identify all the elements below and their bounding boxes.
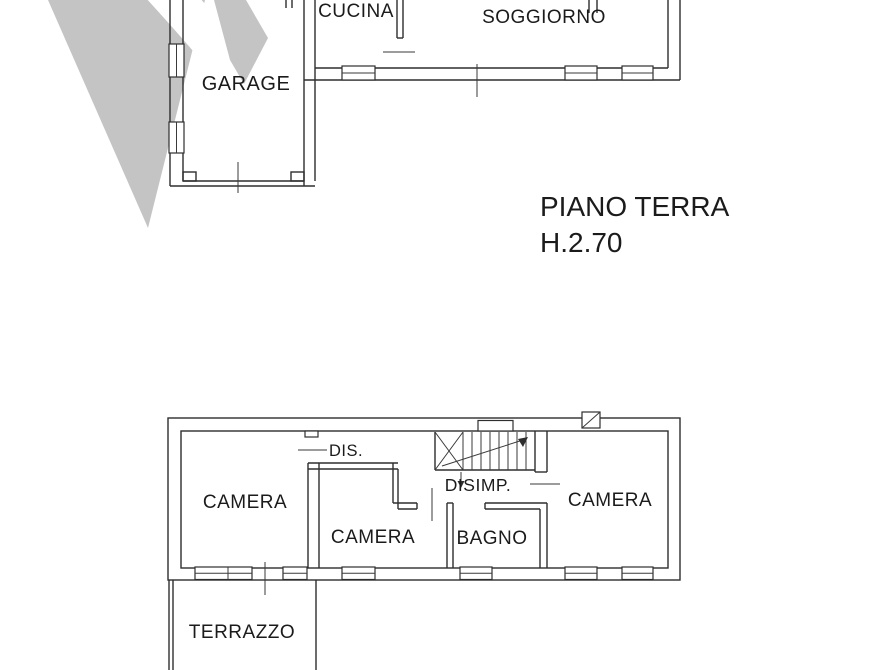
room-label-bagno: BAGNO [456, 528, 528, 549]
plan-ceiling-height: H.2.70 [540, 227, 623, 258]
room-label-cucina: CUCINA [318, 1, 394, 22]
room-label-camera-middle: CAMERA [330, 527, 416, 548]
first-floor-plan [168, 412, 680, 670]
room-label-terrazzo: TERRAZZO [188, 622, 296, 643]
room-label-dis: DIS. [328, 442, 364, 460]
room-label-soggiorno: SOGGIORNO [482, 7, 606, 28]
room-label-camera-right: CAMERA [567, 490, 653, 511]
plan-title: PIANO TERRA [540, 191, 730, 222]
first-floor-windows [195, 567, 653, 580]
plan-title-block [540, 191, 730, 258]
room-label-camera-left: CAMERA [202, 492, 288, 513]
room-label-garage: GARAGE [201, 73, 291, 95]
chimney-symbol [582, 412, 600, 428]
watermark-logo [48, 0, 268, 228]
room-label-disimp: DISIMP. [444, 475, 512, 495]
